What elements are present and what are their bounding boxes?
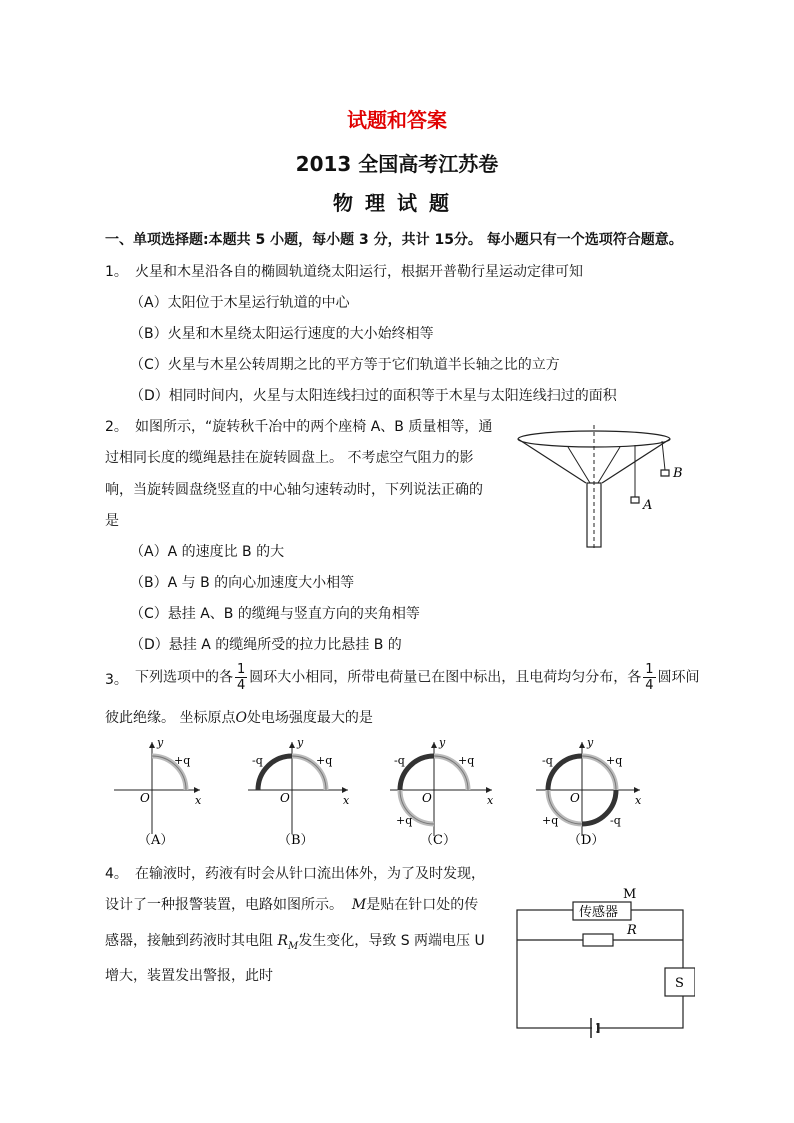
quarter-ring-negative [258, 756, 292, 790]
svg-text:+q: +q [316, 754, 333, 767]
q2-swing-figure [510, 425, 690, 555]
q3-part-2: 圆环大小相同，所带电荷量已在图中标出，且电荷均匀分布，各 [249, 669, 642, 686]
q3-ring-figures [100, 734, 720, 852]
section-heading: 一、单项选择题:本题共 5 小题，每小题 3 分，共计 15分。 每小题只有一个选项符合题意。 [105, 232, 683, 248]
circuit-label-m: M [623, 887, 637, 902]
q4-line-3: 感器，接触到药液时其电阻 $R_M$发生变化，导致 S 两端电压 U [105, 933, 485, 952]
svg-text:+q: +q [606, 754, 623, 767]
q3-part-1: 下列选项中的各 [135, 669, 233, 686]
q1-option-d: （D）相同时间内，火星与太阳连线扫过的面积等于木星与太阳连线扫过的面积 [130, 388, 617, 404]
q4-line-1: 在输液时，药液有时会从针口流出体外，为了及时发现， [135, 866, 485, 882]
quarter-ring-negative [548, 756, 582, 790]
svg-text:-q: -q [542, 754, 553, 767]
svg-text:y: y [157, 736, 164, 749]
circuit-label-r: R [627, 923, 637, 938]
caption-d: （D） [568, 833, 605, 848]
svg-text:y: y [297, 736, 304, 749]
caption-b: （B） [278, 833, 314, 848]
q4-line-4: 增大，装置发出警报，此时 [105, 968, 273, 984]
svg-text:+q: +q [396, 814, 413, 827]
q3-number: 3。 [105, 672, 128, 688]
caption-a: （A） [138, 833, 174, 848]
ring-figure-d [536, 736, 642, 848]
q2-line-2: 过相同长度的缆绳悬挂在旋转圆盘上。 不考虑空气阻力的影 [105, 450, 474, 466]
label-a: A [643, 498, 653, 513]
label-b: B [673, 466, 683, 481]
exam-title: 2013 全国高考江苏卷 [295, 152, 499, 176]
svg-text:-q: -q [610, 814, 621, 827]
svg-text:+q: +q [458, 754, 475, 767]
svg-text:O: O [280, 791, 290, 805]
svg-text:y: y [587, 736, 594, 749]
q1-option-b: （B）火星和木星绕太阳运行速度的大小始终相等 [130, 326, 434, 342]
q2-option-c: （C）悬挂 A、B 的缆绳与竖直方向的夹角相等 [130, 606, 420, 622]
q2-line-4: 是 [105, 513, 119, 529]
svg-text:O: O [570, 791, 580, 805]
q2-line-3: 响，当旋转圆盘绕竖直的中心轴匀速转动时，下列说法正确的 [105, 482, 483, 498]
svg-text:-q: -q [252, 754, 263, 767]
q1-stem: 火星和木星沿各自的椭圆轨道绕太阳运行，根据开普勒行星运动定律可知 [135, 264, 583, 280]
q4-line-2: 设计了一种报警装置，电路如图所示。 M是贴在针口处的传 [105, 897, 479, 913]
q3-line-2: 彼此绝缘。 坐标原点O处电场强度最大的是 [105, 710, 373, 726]
quarter-ring-negative [400, 756, 434, 790]
q2-number: 2。 [105, 419, 128, 435]
svg-text:y: y [439, 736, 446, 749]
q2-option-a: （A）A 的速度比 B 的大 [130, 544, 285, 560]
svg-text:x: x [195, 794, 202, 807]
q1-option-a: （A）太阳位于木星运行轨道的中心 [130, 295, 350, 311]
q2-option-b: （B）A 与 B 的向心加速度大小相等 [130, 575, 355, 591]
svg-text:+q: +q [174, 754, 191, 767]
ring-figure-c [390, 736, 494, 848]
q3-line-1 [135, 662, 700, 693]
caption-c: （C） [420, 833, 456, 848]
svg-text:+q: +q [542, 814, 559, 827]
ring-figure-a [114, 736, 202, 848]
q2-option-d: （D）悬挂 A 的缆绳所受的拉力比悬挂 B 的 [130, 637, 402, 653]
ring-figure-b [248, 736, 350, 848]
circuit-label-s: S [675, 976, 684, 991]
q1-option-c: （C）火星与木星公转周期之比的平方等于它们轨道半长轴之比的立方 [130, 357, 560, 373]
q3-part-3: 圆环间 [657, 669, 700, 686]
circuit-loop [517, 910, 683, 1028]
resistor-r [583, 934, 613, 946]
red-title: 试题和答案 [347, 108, 447, 132]
q2-line-1: 如图所示，“旋转秋千冶中的两个座椅 A、B 质量相等，通 [135, 419, 493, 435]
svg-text:x: x [487, 794, 494, 807]
svg-text:x: x [635, 794, 642, 807]
seat-a [631, 497, 639, 503]
q4-number: 4。 [105, 866, 128, 882]
q4-circuit-figure [505, 884, 695, 1044]
svg-text:O: O [140, 791, 150, 805]
subject-title: 物理试题 [333, 191, 461, 215]
svg-text:-q: -q [394, 754, 405, 767]
sensor-label: 传感器 [579, 905, 619, 920]
seat-b [661, 470, 669, 476]
quarter-fraction-1: $\frac{1}{4}$ [237, 662, 246, 693]
svg-text:O: O [422, 791, 432, 805]
q1-number: 1。 [105, 264, 128, 280]
svg-text:x: x [343, 794, 350, 807]
cable-b [662, 441, 665, 470]
quarter-fraction-2: $\frac{1}{4}$ [645, 662, 654, 693]
